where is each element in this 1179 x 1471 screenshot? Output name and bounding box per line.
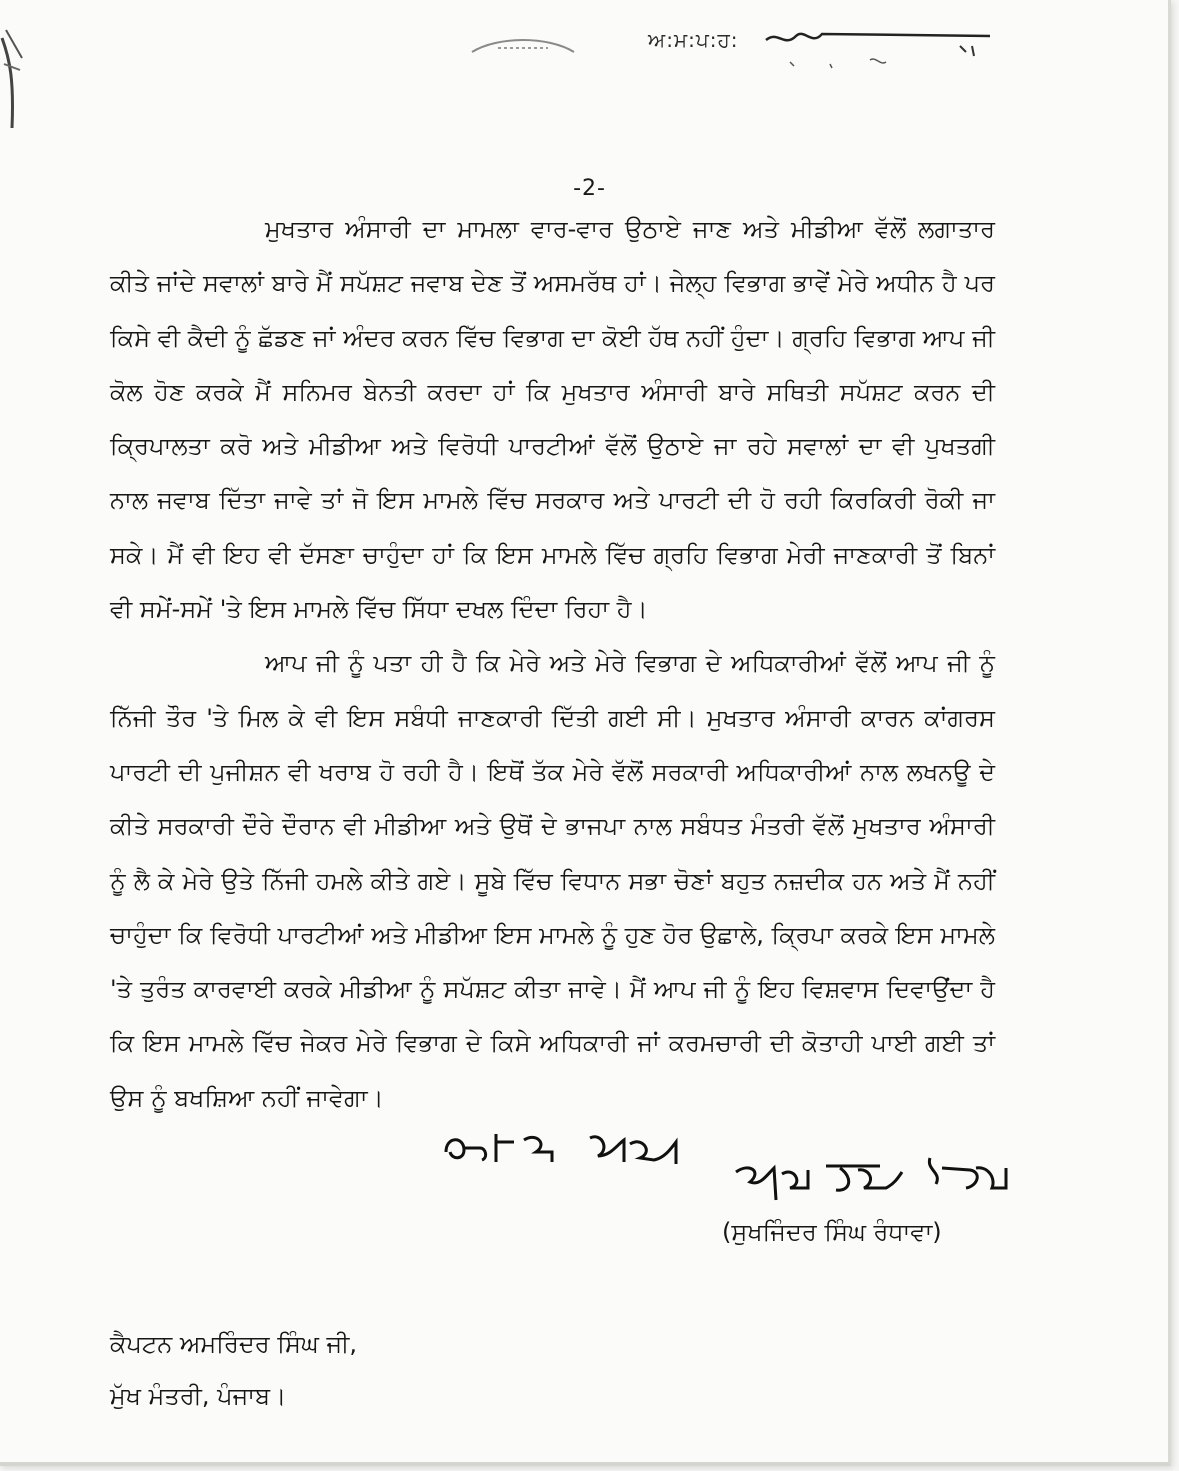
paragraph-1: ਮੁਖਤਾਰ ਅੰਸਾਰੀ ਦਾ ਮਾਮਲਾ ਵਾਰ-ਵਾਰ ਉਠਾਏ ਜਾਣ ਅਤੇ ਮੀਡੀਆ ਵੱਲੋਂ ਲਗਾਤਾਰ ਕੀਤੇ ਜਾਂਦੇ ਸਵਾਲਾਂ ਬਾਰੇ ਮੈਂ ਸਪੱਸ਼ਟ ਜਵਾਬ ਦੇਣ ਤੋਂ ਅਸਮਰੱਥ ਹਾਂ। ਜੇਲ੍ਹ ਵਿਭਾਗ ਭਾਵੇਂ ਮੇਰੇ ਅਧੀਨ ਹੈ ਪਰ ਕਿਸੇ ਵੀ ਕੈਦੀ ਨੂੰ ਛੱਡਣ ਜਾਂ ਅੰਦਰ ਕਰਨ ਵਿੱਚ ਵਿਭਾਗ ਦਾ ਕੋਈ ਹੱਥ ਨਹੀਂ ਹੁੰਦਾ। ਗ੍ਰਹਿ ਵਿਭਾਗ ਆਪ ਜੀ ਕੋਲ ਹੋਣ ਕਰਕੇ ਮੈਂ ਸਨਿਮਰ ਬੇਨਤੀ ਕਰਦਾ ਹਾਂ ਕਿ ਮੁਖਤਾਰ ਅੰਸਾਰੀ ਬਾਰੇ ਸਥਿਤੀ ਸਪੱਸ਼ਟ ਕਰਨ ਦੀ ਕ੍ਰਿਪਾਲਤਾ ਕਰੋ ਅਤੇ ਮੀਡੀਆ ਅਤੇ ਵਿਰੋਧੀ ਪਾਰਟੀਆਂ ਵੱਲੋਂ ਉਠਾਏ ਜਾ ਰਹੇ ਸਵਾਲਾਂ ਦਾ ਵੀ ਪੁਖਤਗੀ ਨਾਲ ਜਵਾਬ ਦਿੱਤਾ ਜਾਵੇ ਤਾਂ ਜੋ ਇਸ ਮਾਮਲੇ ਵਿੱਚ ਸਰਕਾਰ ਅਤੇ ਪਾਰਟੀ ਦੀ ਹੋ ਰਹੀ ਕਿਰਕਿਰੀ ਰੋਕੀ ਜਾ ਸਕੇ। ਮੈਂ ਵੀ ਇਹ ਵੀ ਦੱਸਣਾ ਚਾਹੁੰਦਾ ਹਾਂ ਕਿ ਇਸ ਮਾਮਲੇ ਵਿੱਚ ਗ੍ਰਹਿ ਵਿਭਾਗ ਮੇਰੀ ਜਾਣਕਾਰੀ ਤੋਂ ਬਿਨਾਂ ਵੀ ਸਮੇਂ-ਸਮੇਂ 'ਤੇ ਇਸ ਮਾਮਲੇ ਵਿੱਚ ਸਿੱਧਾ ਦਖਲ ਦਿੰਦਾ ਰਿਹਾ ਹੈ। <box>110 215 995 624</box>
signature <box>730 1148 1020 1212</box>
paragraph-2: ਆਪ ਜੀ ਨੂੰ ਪਤਾ ਹੀ ਹੈ ਕਿ ਮੇਰੇ ਅਤੇ ਮੇਰੇ ਵਿਭਾਗ ਦੇ ਅਧਿਕਾਰੀਆਂ ਵੱਲੋਂ ਆਪ ਜੀ ਨੂੰ ਨਿੱਜੀ ਤੌਰ 'ਤੇ ਮਿਲ ਕੇ ਵੀ ਇਸ ਸਬੰਧੀ ਜਾਣਕਾਰੀ ਦਿੱਤੀ ਗਈ ਸੀ। ਮੁਖਤਾਰ ਅੰਸਾਰੀ ਕਾਰਨ ਕਾਂਗਰਸ ਪਾਰਟੀ ਦੀ ਪੁਜੀਸ਼ਨ ਵੀ ਖਰਾਬ ਹੋ ਰਹੀ ਹੈ। ਇਥੋਂ ਤੱਕ ਮੇਰੇ ਵੱਲੋਂ ਸਰਕਾਰੀ ਅਧਿਕਾਰੀਆਂ ਨਾਲ ਲਖਨਊ ਦੇ ਕੀਤੇ ਸਰਕਾਰੀ ਦੌਰੇ ਦੌਰਾਨ ਵੀ ਮੀਡੀਆ ਅਤੇ ਉਥੋਂ ਦੇ ਭਾਜਪਾ ਨਾਲ ਸਬੰਧਤ ਮੰਤਰੀ ਵੱਲੋਂ ਮੁਖਤਾਰ ਅੰਸਾਰੀ ਨੂੰ ਲੈ ਕੇ ਮੇਰੇ ਉਤੇ ਨਿੱਜੀ ਹਮਲੇ ਕੀਤੇ ਗਏ। ਸੂਬੇ ਵਿੱਚ ਵਿਧਾਨ ਸਭਾ ਚੋਣਾਂ ਬਹੁਤ ਨਜ਼ਦੀਕ ਹਨ ਅਤੇ ਮੈਂ ਨਹੀਂ ਚਾਹੁੰਦਾ ਕਿ ਵਿਰੋਧੀ ਪਾਰਟੀਆਂ ਅਤੇ ਮੀਡੀਆ ਇਸ ਮਾਮਲੇ ਨੂੰ ਹੁਣ ਹੋਰ ਉਛਾਲੇ, ਕ੍ਰਿਪਾ ਕਰਕੇ ਇਸ ਮਾਮਲੇ 'ਤੇ ਤੁਰੰਤ ਕਾਰਵਾਈ ਕਰਕੇ ਮੀਡੀਆ ਨੂੰ ਸਪੱਸ਼ਟ ਕੀਤਾ ਜਾਵੇ। ਮੈਂ ਆਪ ਜੀ ਨੂੰ ਇਹ ਵਿਸ਼ਵਾਸ ਦਿਵਾਉਂਦਾ ਹੈ ਕਿ ਇਸ ਮਾਮਲੇ ਵਿੱਚ ਜੇਕਰ ਮੇਰੇ ਵਿਭਾਗ ਦੇ ਕਿਸੇ ਅਧਿਕਾਰੀ ਜਾਂ ਕਰਮਚਾਰੀ ਦੀ ਕੋਤਾਹੀ ਪਾਈ ਗਈ ਤਾਂ ਉਸ ਨੂੰ ਬਖਸ਼ਿਆ ਨਹੀਂ ਜਾਵੇਗਾ। <box>110 649 995 1112</box>
signer-name: (ਸੁਖਜਿੰਦਰ ਸਿੰਘ ਰੰਧਾਵਾ) <box>722 1218 942 1246</box>
recipient-line-1: ਕੈਪਟਨ ਅਮਰਿੰਦਰ ਸਿੰਘ ਜੀ, <box>110 1330 358 1358</box>
reference-number-scribble <box>760 22 1000 82</box>
recipient-block <box>110 1318 357 1422</box>
letter-body <box>110 202 995 1125</box>
faded-stamp-mark <box>468 30 578 70</box>
page-number: -2- <box>573 176 606 201</box>
corner-pen-mark <box>0 0 40 140</box>
recipient-line-2: ਮੁੱਖ ਮੰਤਰੀ, ਪੰਜਾਬ। <box>110 1382 287 1410</box>
top-reference: ਅ:ਮ:ਪ:ਹ: <box>648 28 739 52</box>
handwritten-remark <box>440 1122 700 1174</box>
